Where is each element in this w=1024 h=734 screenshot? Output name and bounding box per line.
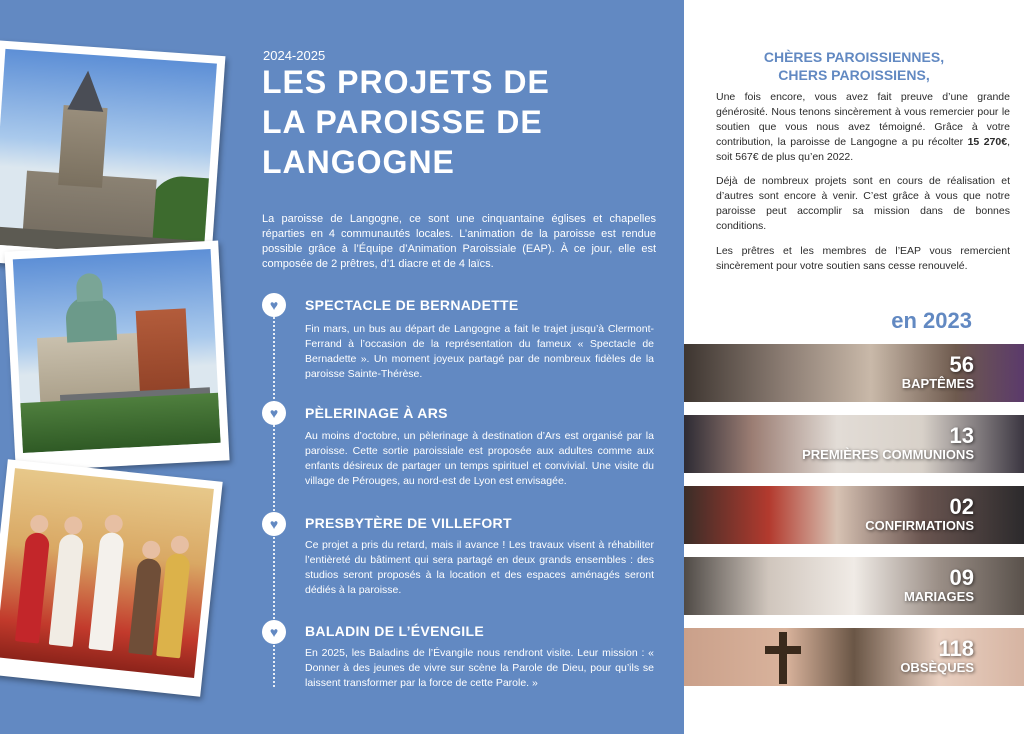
- stat-label: BAPTÊMES: [901, 376, 974, 391]
- stat-number: 02: [949, 494, 974, 519]
- right-panel: [684, 0, 1024, 734]
- heart-icon: ♥: [262, 512, 286, 536]
- church-image: [0, 49, 217, 259]
- church-spire-shape: [67, 69, 106, 111]
- stat-number: 13: [949, 423, 974, 448]
- stat-label: PREMIÈRES COMMUNIONS: [802, 447, 974, 462]
- project-body: Fin mars, un bus au départ de Langogne a fait le trajet jusqu’à Clermont-Ferrand à l’occasion de la représentation du fameux « Spectacle de Bernadette ». Un moment joyeux partagé par de nombreux fidèles de la paroisse Sainte-Thérèse.: [305, 323, 654, 380]
- stat-number: 09: [949, 565, 974, 590]
- greeting: [684, 48, 1024, 84]
- actor-figure: [49, 533, 85, 647]
- page-title: LES PROJETS DE LA PAROISSE DE LANGOGNE: [262, 64, 550, 180]
- stat-label: MARIAGES: [903, 589, 974, 604]
- project-body: Ce projet a pris du retard, mais il avance ! Les travaux visent à réhabiliter l’entièreté du bâtiment qui sera partagé en deux grands ensembles : des studios seront proposés à la location et des espaces aménagés seront dédiés à la paroisse.: [305, 539, 654, 596]
- stat-first-communions: [684, 415, 1024, 473]
- stat-funerals: [684, 628, 1024, 686]
- thanks-text: Une fois encore, vous avez fait preuve d’une grande générosité. Nous tenons sincèrement à vous remercier pour le soutien que vous nous avez témoigné. Grâce à votre contribution, la paroisse de Langogne a pu récolter: [716, 91, 1010, 148]
- actor-figure: [89, 531, 125, 651]
- intro-paragraph: La paroisse de Langogne, ce sont une cinquantaine églises et chapelles réparties en 4 communautés locales. L’animation de la paroisse est rendue possible grâce à l’Équipe d’Animation Paroissiale (EAP). À ce jour, elle est composée de 2 prêtres, d’1 diacre et de 4 laïcs.: [262, 213, 656, 270]
- dome-top-shape: [76, 273, 103, 302]
- project-title: PRESBYTÈRE DE VILLEFORT: [305, 515, 512, 531]
- collected-amount: 15 270€: [967, 136, 1008, 148]
- thanks-paragraph-2: Déjà de nombreux projets sont en cours de réalisation et d’autres sont encore à venir. C’est grâce à vous que notre paroisse peut accomplir sa mission dans de bonnes conditions.: [716, 175, 1010, 232]
- stats-heading: en 2023: [891, 308, 972, 333]
- church-tower-shape: [58, 105, 107, 188]
- stat-confirmations: [684, 486, 1024, 544]
- basilica-image: [13, 249, 221, 453]
- actor-figure: [156, 552, 191, 658]
- thanks-paragraph-1: [716, 90, 1010, 165]
- stat-marriages: [684, 557, 1024, 615]
- stage-image: [0, 468, 214, 678]
- heart-icon: ♥: [262, 401, 286, 425]
- stat-number: 118: [938, 636, 974, 661]
- dome-shape: [65, 294, 117, 343]
- year-label: 2024-2025: [263, 48, 326, 63]
- project-body: En 2025, les Baladins de l’Évangile nous rendront visite. Leur mission : « Donner à des jeunes de vivre sur scène la Parole de Dieu, pour qu’ils se laissent transformer par la force de cette Parole. »: [305, 647, 654, 689]
- greenery-shape: [20, 393, 220, 453]
- project-body: Au moins d’octobre, un pèlerinage à destination d’Ars est organisé par la paroisse. Cette sortie paroissiale est proposée aux adultes comme aux enfants désireux de partager un temps spirituel et convivial. Une visite du village de Pérouges, au nord-est de Lyon est envisagée.: [305, 430, 654, 487]
- photo-bernadette-show: [0, 459, 223, 696]
- heart-icon: ♥: [262, 620, 286, 644]
- thanks-paragraph-3: Les prêtres et les membres de l’EAP vous remercient sincèrement pour votre soutien sans cesse renouvelé.: [716, 245, 1010, 272]
- stat-baptems: [684, 344, 1024, 402]
- stat-number: 56: [949, 352, 974, 377]
- project-title: PÈLERINAGE À ARS: [305, 405, 448, 421]
- project-title: SPECTACLE DE BERNADETTE: [305, 297, 519, 313]
- greeting-line-2: CHERS PAROISSIENS,: [778, 67, 930, 83]
- stat-label: CONFIRMATIONS: [865, 518, 974, 533]
- thanks-text-end: , soit 567€ de plus qu’en 2022.: [716, 136, 1010, 163]
- photo-basilica: [4, 241, 229, 472]
- cross-icon: [779, 632, 787, 684]
- project-title: BALADIN DE L’ÉVENGILE: [305, 623, 484, 639]
- stat-label: OBSÈQUES: [900, 660, 974, 675]
- actor-figure: [15, 532, 50, 644]
- heart-icon: ♥: [262, 293, 286, 317]
- greeting-line-1: CHÈRES PAROISSIENNES,: [763, 49, 945, 65]
